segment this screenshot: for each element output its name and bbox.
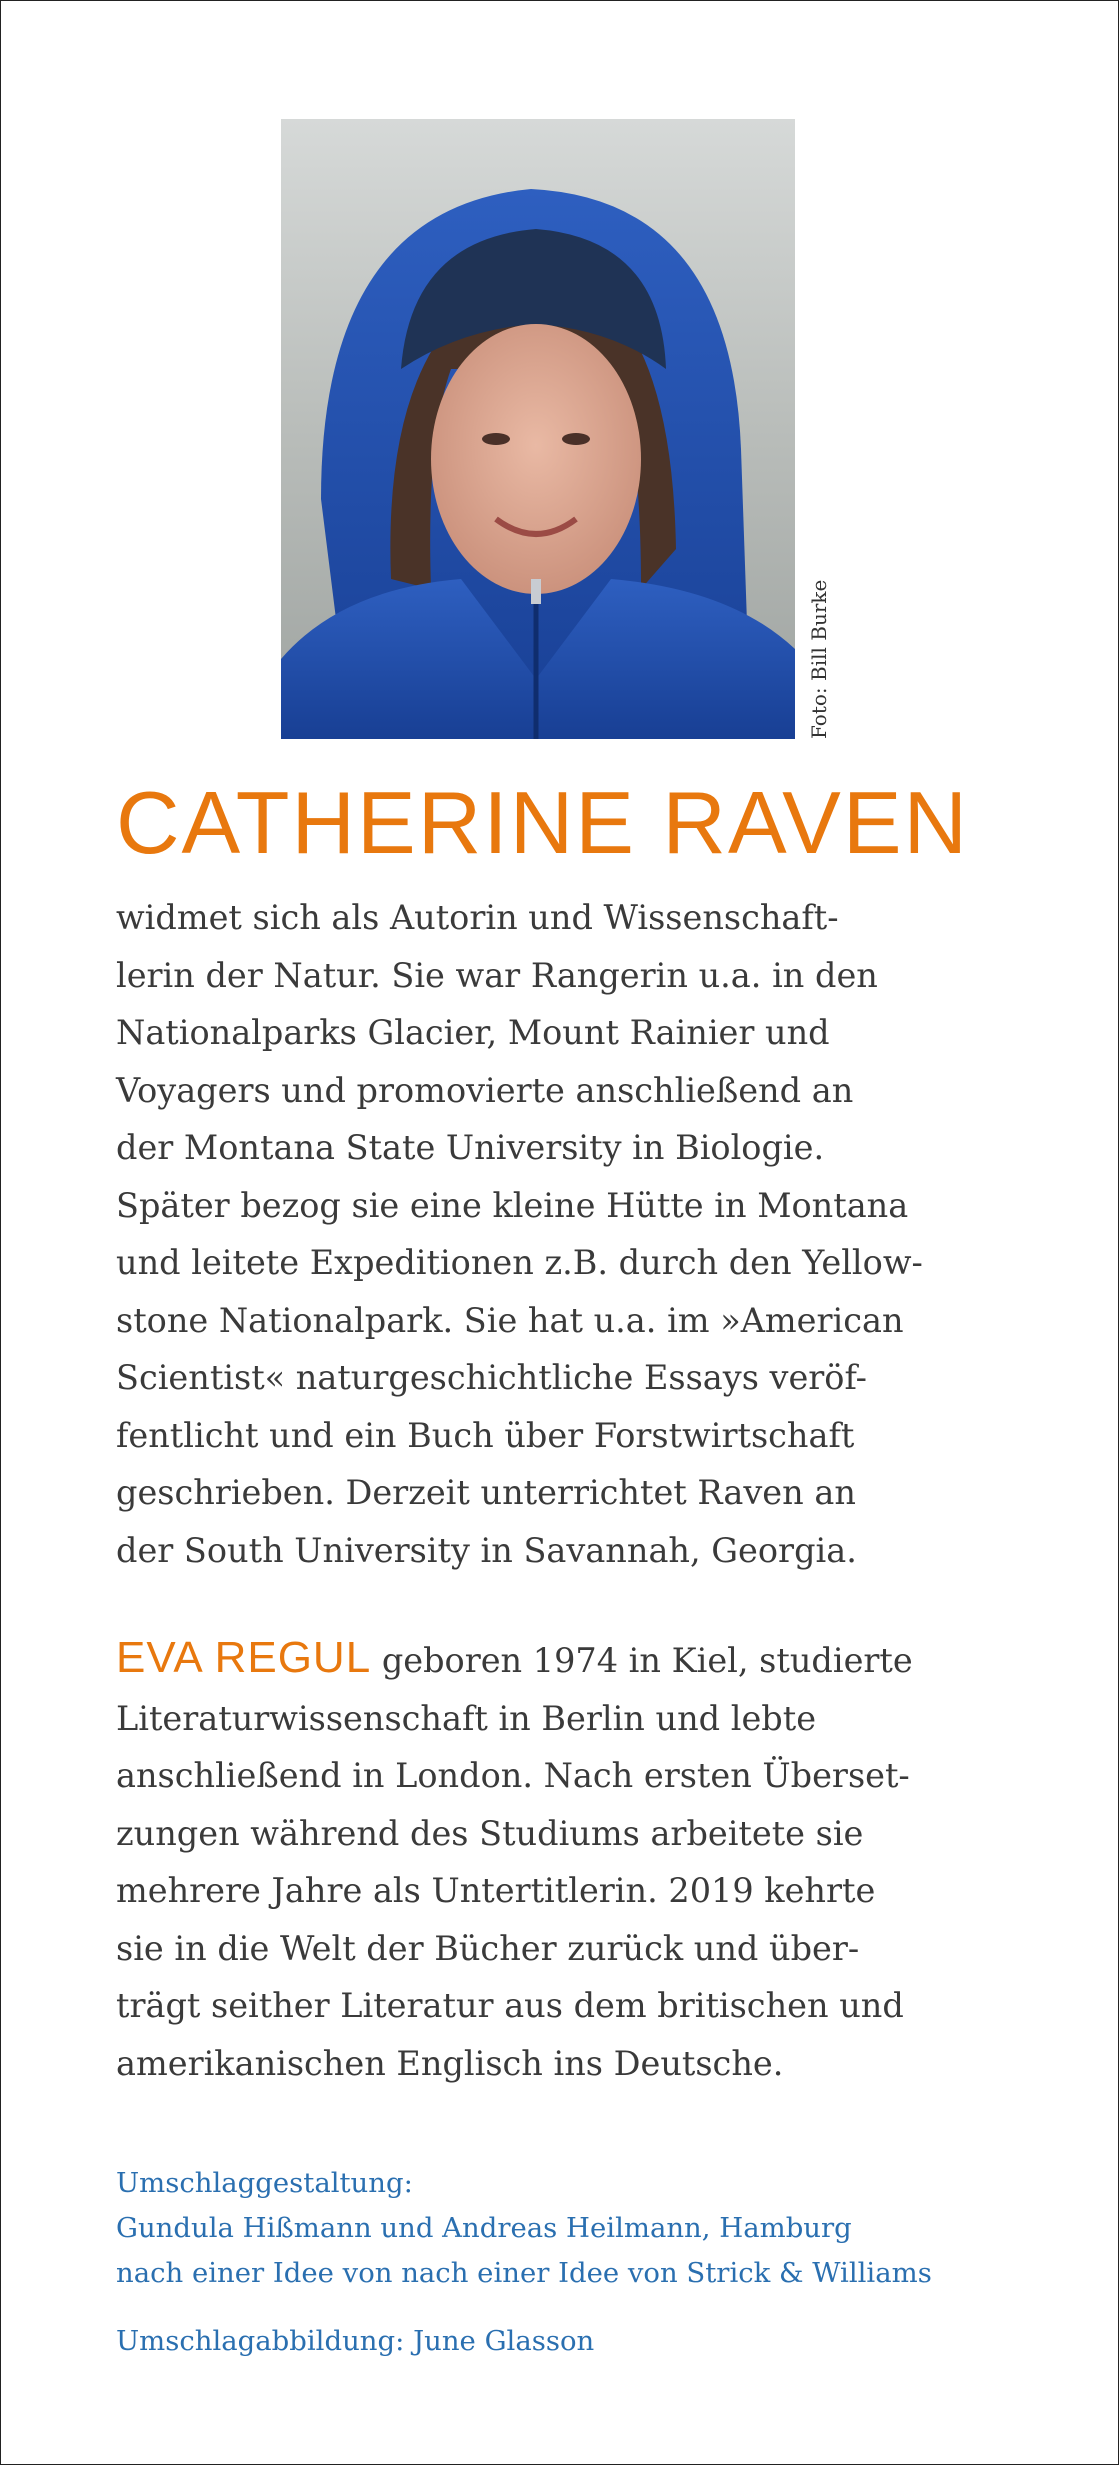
photo-credit: Foto: Bill Burke bbox=[807, 579, 831, 739]
author-bio-line: Später bezog sie eine kleine Hütte in Montana bbox=[116, 1185, 909, 1225]
translator-bio bbox=[116, 1629, 996, 2092]
author-bio-line: Nationalparks Glacier, Mount Rainier und bbox=[116, 1013, 830, 1052]
cover-design-names: Gundula Hißmann und Andreas Heilmann, Hamburg bbox=[116, 2212, 852, 2244]
translator-bio-line: sie in die Welt der Bücher zurück und über- bbox=[116, 1928, 860, 1968]
translator-bio-first-line bbox=[116, 1629, 996, 1690]
author-bio-line: lerin der Natur. Sie war Rangerin u.a. in den bbox=[116, 955, 878, 995]
translator-bio-line: trägt seither Literatur aus dem britischen und bbox=[116, 1986, 904, 2025]
translator-bio-line: zungen während des Studiums arbeitete sie bbox=[116, 1813, 864, 1853]
author-bio-line: Scientist« naturgeschichtliche Essays veröf- bbox=[116, 1358, 867, 1397]
author-bio-line: fentlicht und ein Buch über Forstwirtschaft bbox=[116, 1415, 855, 1455]
translator-bio-line: mehrere Jahre als Untertitlerin. 2019 kehrte bbox=[116, 1871, 876, 1910]
author-bio-line: Voyagers und promovierte anschließend an bbox=[116, 1070, 854, 1110]
cover-image-credit: Umschlagabbildung: June Glasson bbox=[116, 2325, 595, 2357]
author-photo bbox=[281, 119, 795, 739]
author-bio-line: der South University in Savannah, Georgia. bbox=[116, 1530, 857, 1570]
author-bio-line: und leitete Expeditionen z.B. durch den Yellow- bbox=[116, 1243, 923, 1282]
author-bio-line: widmet sich als Autorin und Wissenschaft- bbox=[116, 898, 839, 937]
translator-name: EVA REGUL bbox=[116, 1633, 372, 1682]
translator-bio-line: amerikanischen Englisch ins Deutsche. bbox=[116, 2043, 784, 2083]
author-bio-line: stone Nationalpark. Sie hat u.a. im »American bbox=[116, 1300, 904, 1340]
cover-design-idea: nach einer Idee von nach einer Idee von Strick & Williams bbox=[116, 2257, 932, 2289]
author-bio bbox=[116, 889, 996, 1579]
cover-design-label: Umschlaggestaltung: bbox=[116, 2167, 413, 2199]
credits-spacer bbox=[116, 2296, 932, 2319]
translator-bio-first-line-text: geboren 1974 in Kiel, studierte bbox=[371, 1641, 913, 1680]
author-name: CATHERINE RAVEN bbox=[116, 773, 970, 872]
author-bio-line: geschrieben. Derzeit unterrichtet Raven an bbox=[116, 1473, 856, 1512]
cover-credits bbox=[116, 2161, 932, 2364]
author-bio-line: der Montana State University in Biologie. bbox=[116, 1128, 825, 1167]
translator-bio-line: anschließend in London. Nach ersten Überset- bbox=[116, 1756, 910, 1795]
translator-bio-line: Literaturwissenschaft in Berlin und lebte bbox=[116, 1698, 817, 1738]
author-portrait-image bbox=[281, 119, 795, 739]
